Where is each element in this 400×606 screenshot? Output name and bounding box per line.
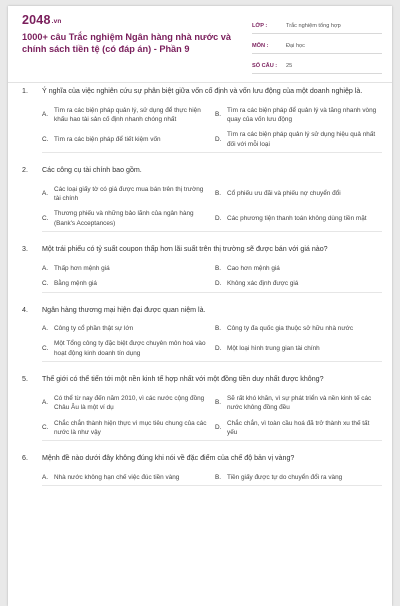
meta-value: 25 — [286, 62, 293, 69]
site-logo[interactable] — [22, 13, 62, 27]
option-text: Thấp hơn mệnh giá — [54, 264, 110, 272]
answer-option[interactable] — [215, 416, 388, 441]
meta-class — [252, 18, 382, 34]
answer-option[interactable] — [42, 470, 215, 485]
option-letter: A. — [42, 473, 49, 481]
question-number: 1. — [22, 87, 28, 95]
option-text: Bằng mệnh giá — [54, 280, 97, 288]
document-page — [8, 6, 392, 606]
question-number: 5. — [22, 375, 28, 384]
question-stem — [22, 165, 382, 176]
answer-option[interactable] — [215, 182, 388, 207]
answer-options — [42, 261, 382, 293]
answer-options — [42, 391, 382, 442]
meta-label: SỐ CÂU : — [252, 62, 278, 69]
question-text: Thế giới có thể tiến tới một nền kinh tế hợp nhất với một đồng tiền duy nhất được không? — [42, 375, 324, 384]
logo-text: 2048 — [22, 13, 51, 27]
answer-option[interactable] — [42, 127, 215, 152]
option-text: Tìm ra các biện pháp để quản lý và tăng nhanh vòng quay của vốn lưu động — [227, 106, 377, 123]
answer-options — [42, 321, 382, 362]
answer-option[interactable] — [215, 336, 388, 361]
question-item — [8, 305, 392, 363]
meta-label: MÔN : — [252, 42, 269, 49]
question-text: Các công cụ tài chính bao gồm. — [42, 166, 142, 175]
option-letter: D. — [215, 345, 222, 353]
option-text: Nhà nước không hạn chế việc đúc tiền vàng — [54, 473, 180, 481]
answer-option[interactable] — [42, 103, 215, 128]
question-number: 4. — [22, 305, 28, 314]
option-text: Sẽ rất khó khăn, vì sự phát triển và nền kinh tế các nước không đồng đều — [227, 394, 372, 412]
option-text: Công ty cổ phần thật sự lớn — [54, 325, 134, 333]
question-number: 6. — [22, 454, 28, 463]
option-letter: A. — [42, 399, 49, 407]
option-text: Một loại hình trung gian tài chính — [227, 345, 320, 353]
answer-option[interactable] — [42, 206, 215, 231]
answer-options — [42, 470, 382, 486]
question-list — [8, 86, 392, 486]
option-letter: C. — [42, 345, 49, 353]
answer-option[interactable] — [215, 321, 388, 336]
option-letter: C. — [42, 215, 49, 223]
option-letter: D. — [215, 424, 222, 432]
option-letter: B. — [215, 264, 222, 272]
meta-question-count — [252, 58, 382, 74]
document-header — [8, 6, 392, 70]
option-text: Có thể từ nay đến năm 2010, vì các nước cộng đồng Châu Âu là một ví dụ — [54, 394, 205, 412]
option-letter: A. — [42, 111, 49, 119]
answer-option[interactable] — [215, 103, 388, 128]
option-text: Chắc chắn thành hiện thực vì mục tiêu chung của các nước là như vậy — [54, 419, 207, 436]
option-text: Các loại giấy tờ có giá được mua bán trên thị trường tài chính — [54, 185, 204, 203]
option-letter: C. — [42, 280, 49, 288]
option-text: Tìm ra các biện pháp quản lý sử dụng hiệu quả nhất đối với mỗi loại — [227, 131, 376, 148]
option-text: Cao hơn mệnh giá — [227, 264, 280, 272]
question-item — [8, 244, 392, 292]
option-letter: A. — [42, 264, 49, 272]
option-text: Công ty đa quốc gia thuộc sở hữu nhà nước — [227, 325, 354, 333]
option-letter: D. — [215, 215, 222, 223]
answer-option[interactable] — [215, 276, 388, 291]
question-text: Mệnh đề nào dưới đây không đúng khi nói về đặc điểm của chế độ bản vị vàng? — [42, 454, 295, 463]
option-letter: D. — [215, 136, 222, 144]
answer-option[interactable] — [42, 336, 215, 361]
question-text: Một trái phiếu có tỷ suất coupon thấp hơn lãi suất trên thị trường sẽ được bán với giá nào? — [42, 245, 328, 254]
option-letter: B. — [215, 111, 222, 119]
option-letter: B. — [215, 399, 222, 407]
option-letter: D. — [215, 280, 222, 288]
option-text: Tiền giấy được tự do chuyển đổi ra vàng — [227, 473, 343, 481]
answer-option[interactable] — [215, 261, 388, 276]
question-item — [8, 374, 392, 441]
option-letter: A. — [42, 190, 49, 198]
meta-label: LỚP : — [252, 22, 268, 29]
option-letter: A. — [42, 325, 49, 333]
answer-options — [42, 182, 382, 233]
meta-subject — [252, 38, 382, 54]
question-number: 2. — [22, 166, 28, 175]
question-stem — [22, 86, 382, 97]
answer-option[interactable] — [42, 391, 215, 416]
option-text: Thương phiếu và những bảo lãnh của ngân hàng (Bank's Acceptances) — [54, 210, 194, 227]
question-stem — [22, 244, 382, 255]
question-stem — [22, 374, 382, 385]
option-text: Tìm ra các biện pháp quản lý, sử dụng để thực hiện khấu hao tài sản cố định nhanh chóng nhất — [54, 106, 201, 123]
question-item — [8, 165, 392, 232]
question-item — [8, 86, 392, 153]
document-title: 1000+ câu Trắc nghiệm Ngân hàng nhà nước và chính sách tiền tệ (có đáp án) - Phần 9 — [22, 32, 231, 54]
answer-option[interactable] — [42, 261, 215, 276]
answer-option[interactable] — [42, 276, 215, 291]
answer-option[interactable] — [215, 206, 388, 231]
option-text: Các phương tiện thanh toán không dùng tiền mặt — [227, 215, 367, 223]
answer-option[interactable] — [42, 182, 215, 207]
answer-option[interactable] — [215, 127, 388, 152]
answer-option[interactable] — [42, 416, 215, 441]
option-letter: C. — [42, 424, 49, 432]
header-divider — [8, 82, 392, 83]
option-letter: B. — [215, 325, 222, 333]
option-text: Chắc chắn, vì toàn cầu hoá đã trở thành xu thế tất yếu — [227, 419, 370, 436]
meta-value: Đại học — [286, 42, 305, 49]
option-letter: C. — [42, 136, 49, 144]
option-letter: B. — [215, 190, 222, 198]
question-number: 3. — [22, 245, 28, 254]
option-text: Cổ phiếu ưu đãi và phiếu nợ chuyển đổi — [227, 190, 341, 198]
option-text: Một Tổng công ty đặc biệt được chuyên môn hoá vào hoạt động kinh doanh tín dụng — [54, 340, 206, 357]
document-meta — [252, 18, 382, 74]
question-stem — [22, 453, 382, 464]
answer-option[interactable] — [215, 470, 388, 485]
question-text: Ý nghĩa của việc nghiên cứu sự phân biệt giữa vốn cố định và vốn lưu động của một doanh nghiệp là. — [42, 87, 363, 95]
option-text: Tìm ra các biện pháp để tiết kiệm vốn — [54, 136, 161, 144]
answer-options — [42, 103, 382, 154]
option-text: Không xác định được giá — [227, 280, 299, 288]
question-item — [8, 453, 392, 486]
question-stem — [22, 305, 382, 316]
answer-option[interactable] — [215, 391, 388, 416]
meta-value: Trắc nghiệm tổng hợp — [286, 22, 341, 29]
question-text: Ngân hàng thương mại hiện đại được quan niệm là. — [42, 305, 206, 314]
option-letter: B. — [215, 473, 222, 481]
logo-suffix: .vn — [51, 18, 62, 25]
answer-option[interactable] — [42, 321, 215, 336]
